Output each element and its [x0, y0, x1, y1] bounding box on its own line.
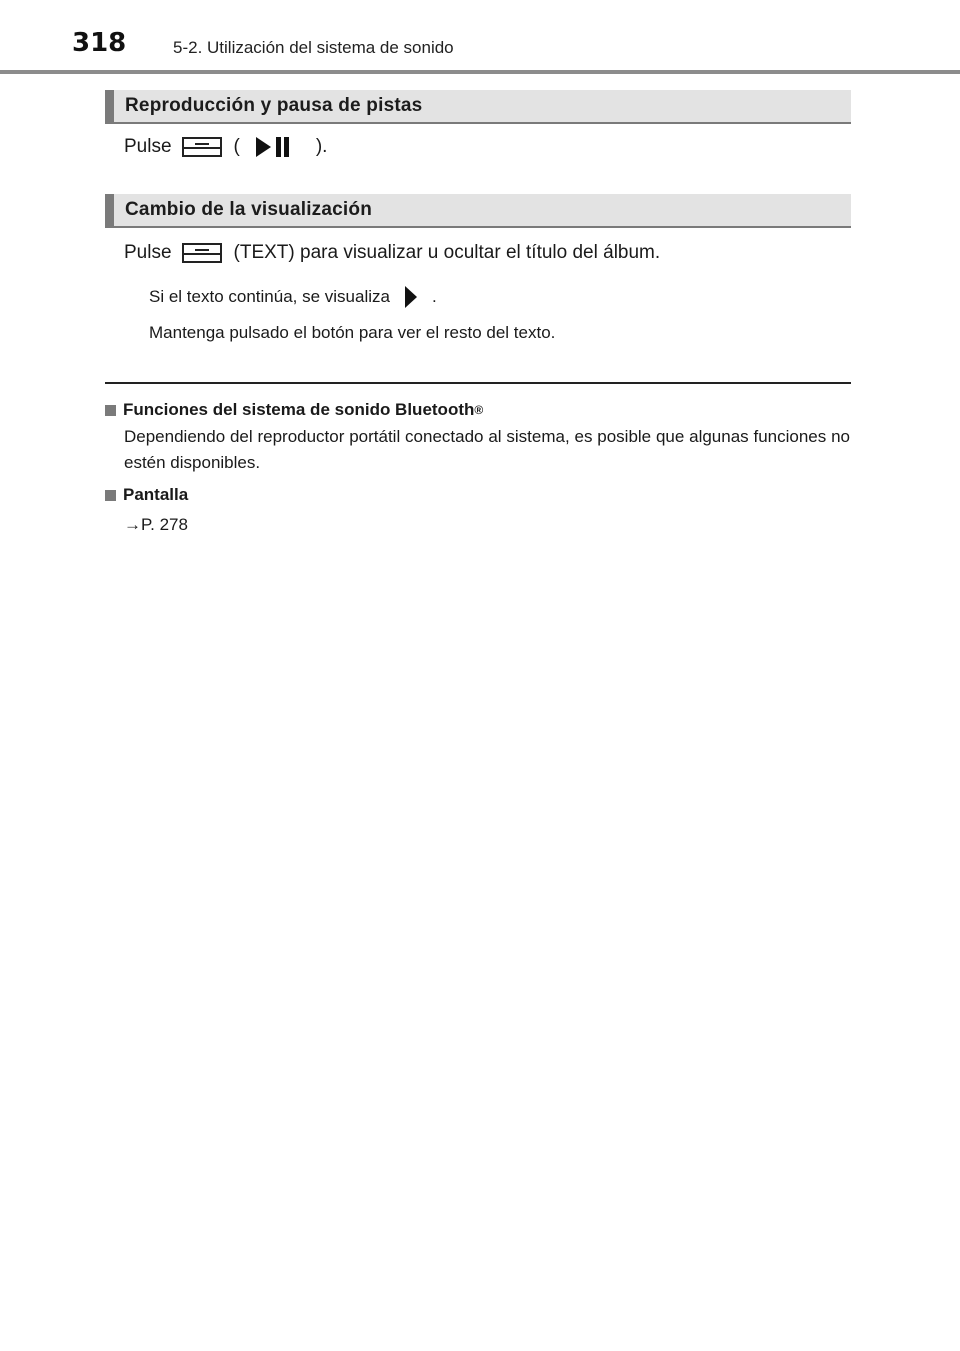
header-rule: [0, 70, 960, 74]
bullet-square-icon: [105, 490, 116, 501]
button-icon: [182, 137, 222, 157]
display-instruction: [124, 240, 660, 266]
section-header-playback: [105, 90, 851, 124]
note-prefix: Si el texto continúa, se visualiza: [149, 287, 390, 306]
bluetooth-body: Dependiendo del reproductor portátil conectado al sistema, es posible que algunas funciones no estén disponibles.: [124, 427, 850, 472]
screen-heading: [105, 482, 188, 508]
open-paren: (: [233, 136, 240, 157]
instruction-prefix: Pulse: [124, 242, 172, 263]
button-icon: [182, 243, 222, 263]
section-title: Reproducción y pausa de pistas: [125, 95, 423, 116]
note-suffix: .: [431, 287, 437, 306]
section-title: Cambio de la visualización: [125, 199, 372, 220]
close-paren: ).: [315, 136, 328, 157]
note-hold-text: Mantenga pulsado el botón para ver el resto del texto.: [149, 323, 556, 342]
instruction-suffix: (TEXT) para visualizar u ocultar el título del álbum.: [233, 242, 661, 263]
bullet-square-icon: [105, 405, 116, 416]
chapter-title: 5-2. Utilización del sistema de sonido: [173, 38, 454, 57]
section-divider: [105, 382, 851, 384]
page-reference-link: →P. 278: [124, 515, 188, 534]
section-header-display: [105, 194, 851, 228]
screen-heading-text: Pantalla: [123, 485, 189, 504]
instruction-prefix: Pulse: [124, 136, 172, 157]
bluetooth-heading: Funciones del sistema de sonido Bluetooth ®: [105, 397, 483, 423]
play-pause-icon: [254, 134, 304, 160]
bluetooth-heading-text: Funciones del sistema de sonido Bluetooth: [123, 400, 475, 419]
note-hold: [149, 320, 555, 346]
right-arrow-icon: [400, 284, 422, 310]
playback-instruction: [124, 134, 327, 160]
page-number: 318: [72, 28, 127, 58]
screen-reference: [124, 512, 188, 538]
note-continue: [149, 284, 437, 310]
